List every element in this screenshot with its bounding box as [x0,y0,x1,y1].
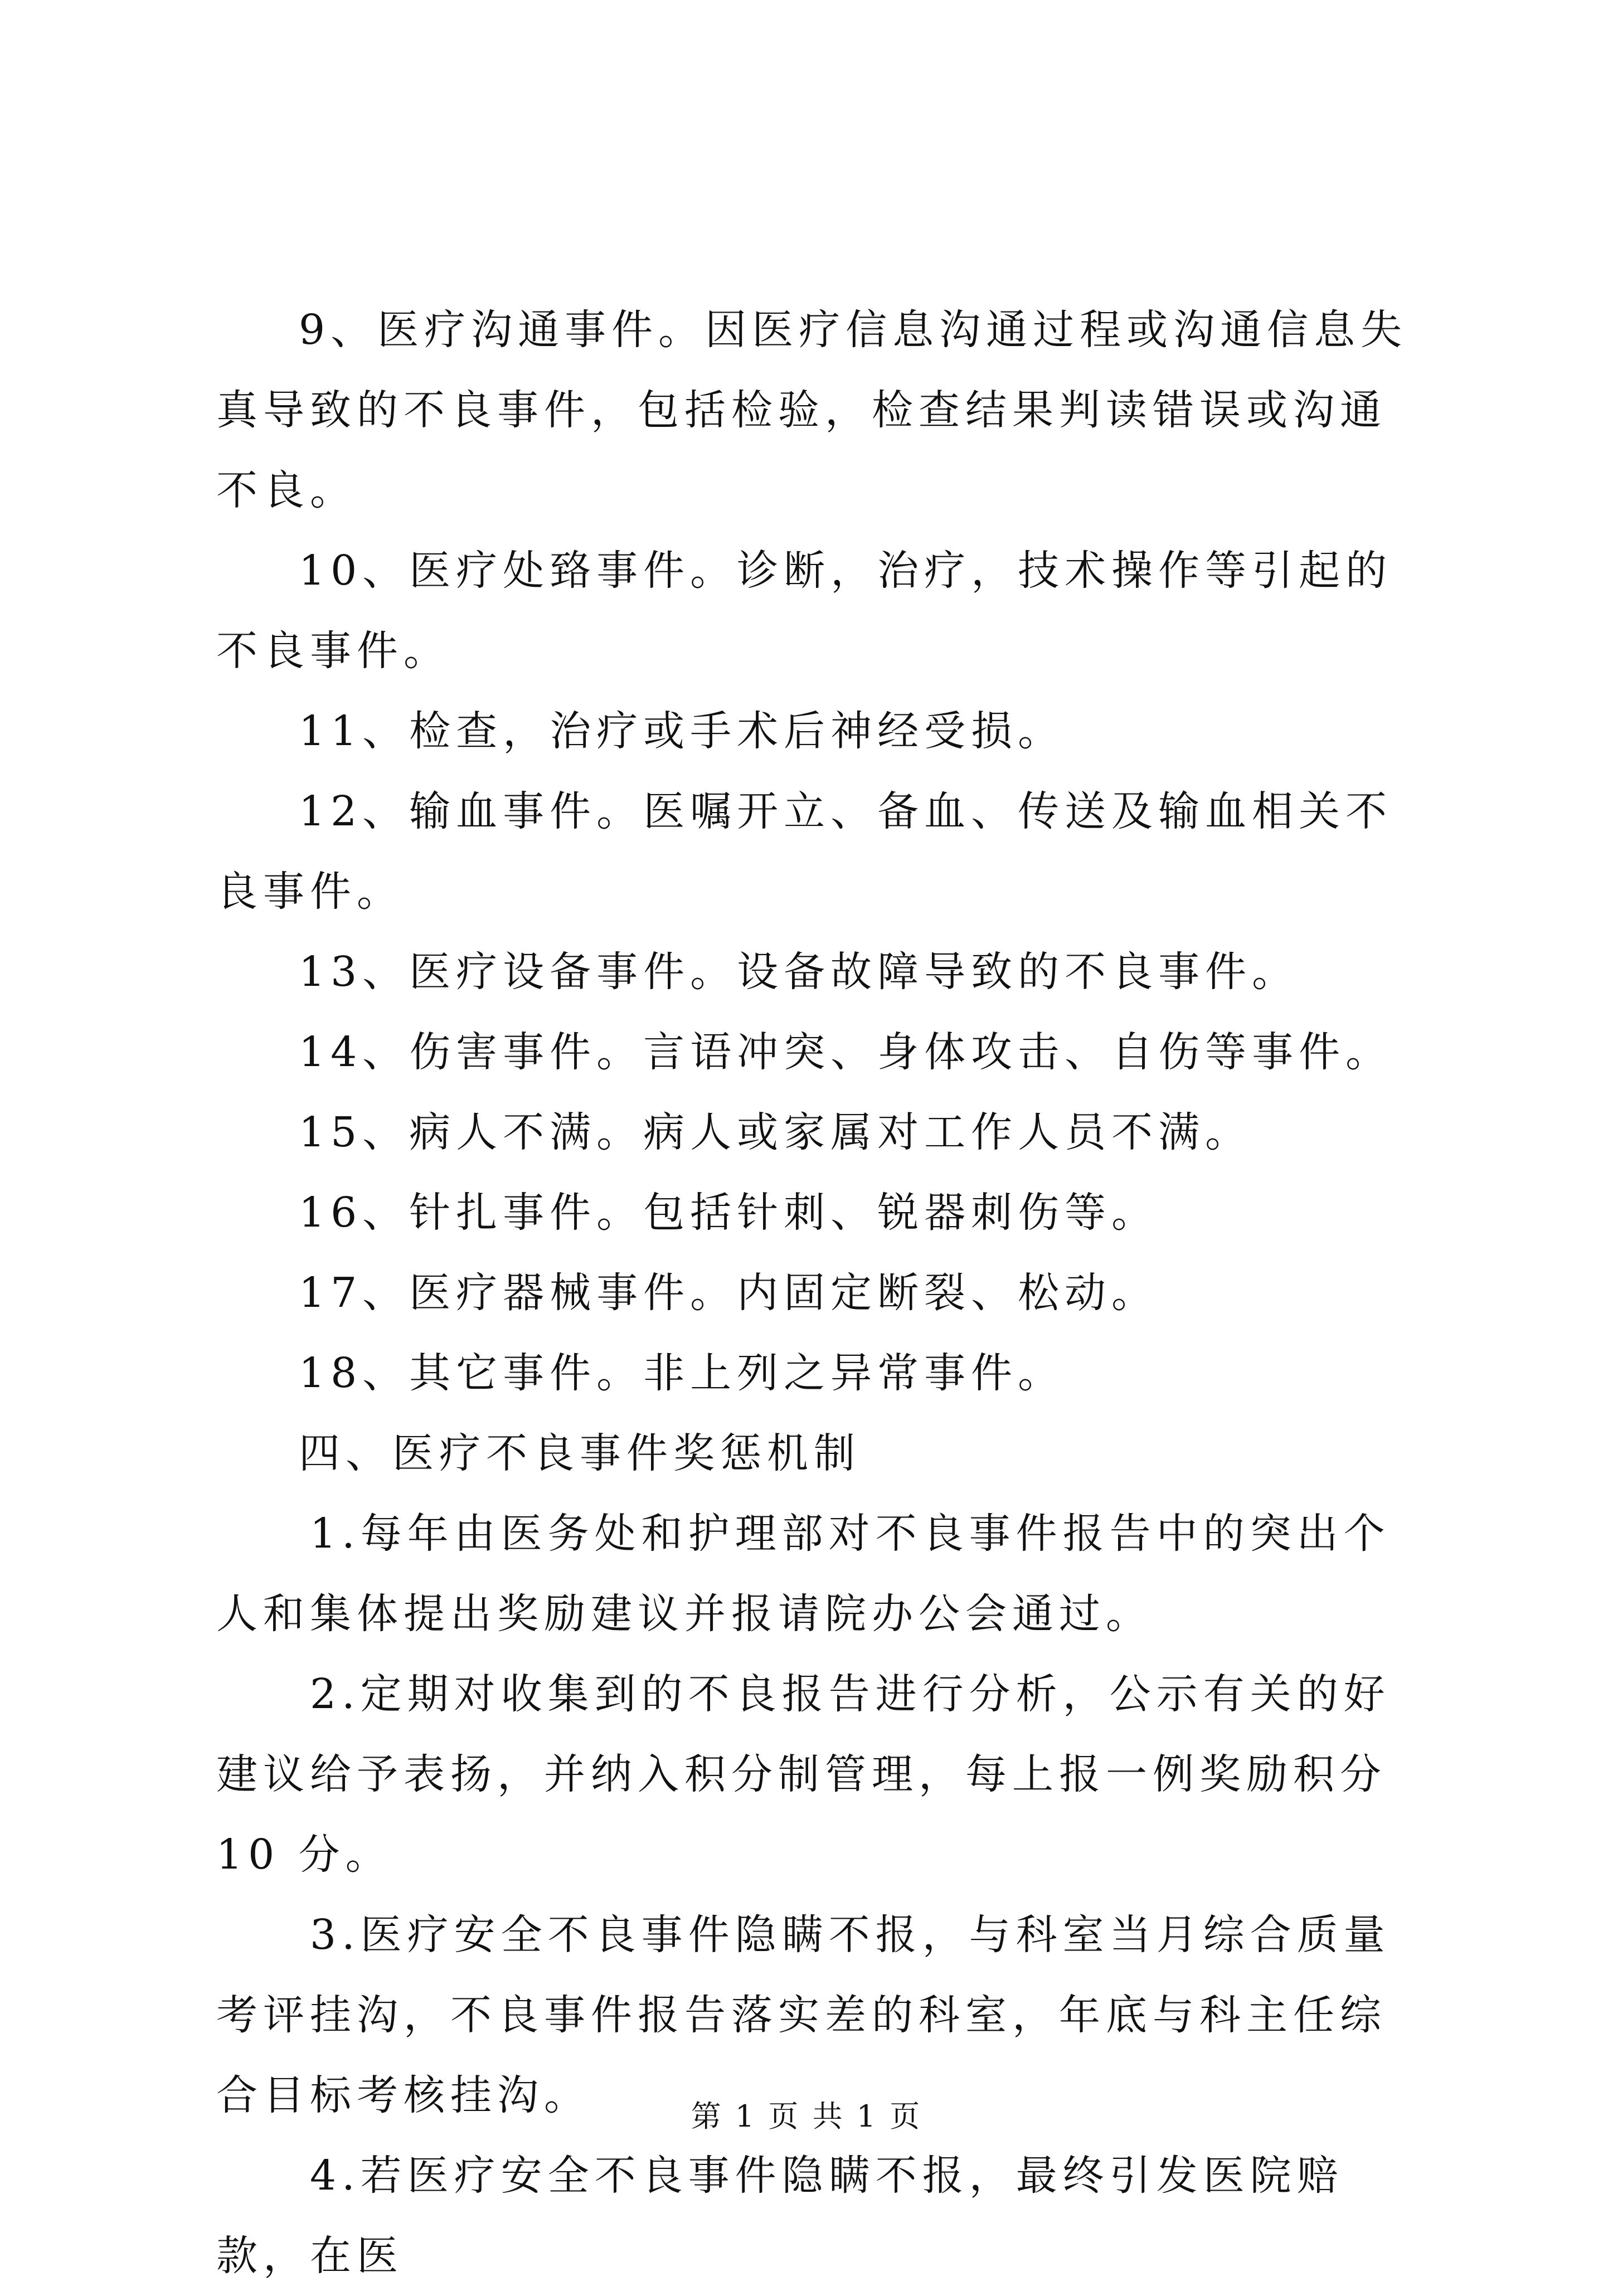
paragraph-item-17: 17、医疗器械事件。内固定断裂、松动。 [299,1269,1159,1317]
paragraph-item-18: 18、其它事件。非上列之异常事件。 [299,1349,1065,1397]
document-body [216,290,1420,2296]
paragraph-item-9: 9、医疗沟通事件。因医疗信息沟通过程或沟通信息失真导致的不良事件，包括检验，检查结果判读错误或沟通不良。 [216,306,1408,514]
paragraph-item-10: 10、医疗处臵事件。诊断，治疗，技术操作等引起的不良事件。 [216,547,1393,675]
mechanism-item-2: 2.定期对收集到的不良报告进行分析，公示有关的好建议给予表扬，并纳入积分制管理，每上报一例奖励积分 10 分。 [216,1670,1391,1879]
paragraph-item-16: 16、针扎事件。包括针刺、锐器刺伤等。 [299,1189,1159,1237]
paragraph-item-12: 12、输血事件。医嘱开立、备血、传送及输血相关不良事件。 [216,787,1393,916]
paragraph-item-13: 13、医疗设备事件。设备故障导致的不良事件。 [299,948,1299,996]
page-footer [0,2093,1613,2136]
paragraph-item-14: 14、伤害事件。言语冲突、身体攻击、自伤等事件。 [299,1028,1393,1076]
paragraph-item-15: 15、病人不满。病人或家属对工作人员不满。 [299,1108,1252,1156]
mechanism-item-4: 4.若医疗安全不良事件隐瞒不报，最终引发医院赔款，在医 [216,2152,1344,2280]
mechanism-item-3: 3.医疗安全不良事件隐瞒不报，与科室当月综合质量考评挂沟，不良事件报告落实差的科室，年底与科主任综合目标考核挂沟。 [216,1911,1391,2119]
paragraph-item-11: 11、检查，治疗或手术后神经受损。 [299,707,1065,755]
page-number: 第 1 页 共 1 页 [691,2099,922,2134]
mechanism-item-1: 1.每年由医务处和护理部对不良事件报告中的突出个人和集体提出奖励建议并报请院办公会通过。 [216,1510,1391,1638]
section-heading: 四、医疗不良事件奖惩机制 [299,1429,861,1477]
